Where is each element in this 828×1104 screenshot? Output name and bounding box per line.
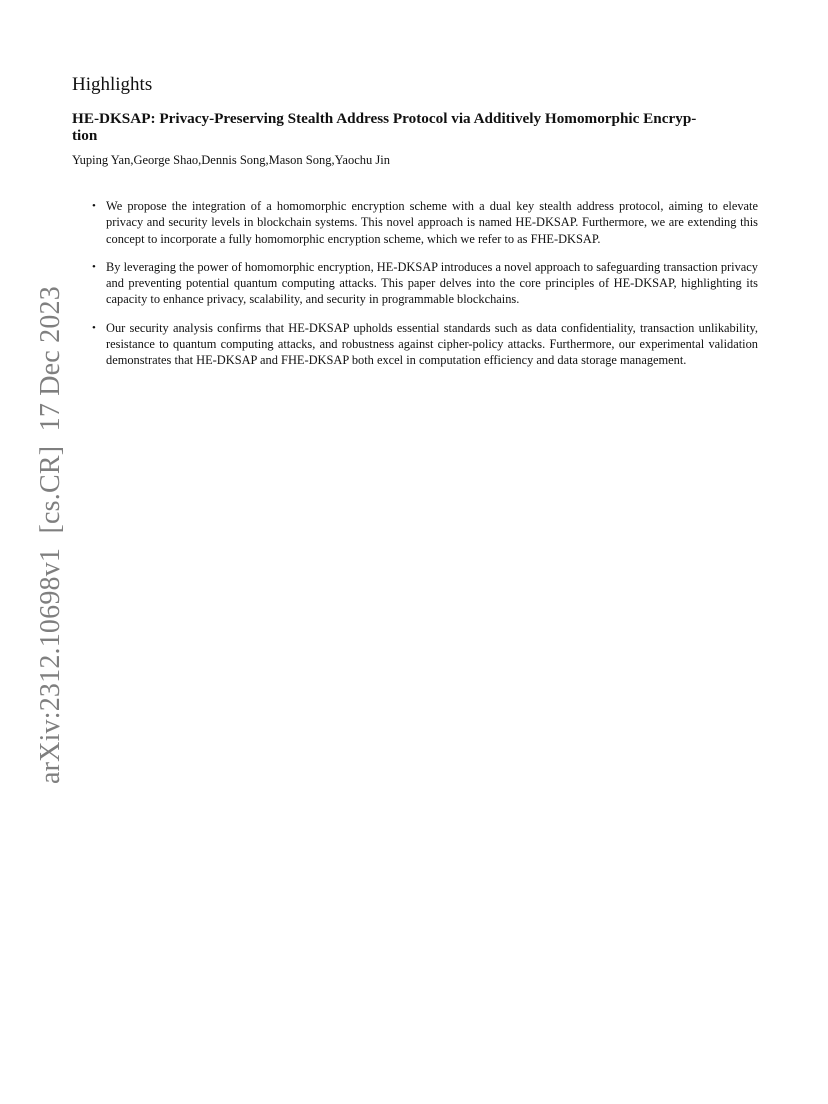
author-list: Yuping Yan,George Shao,Dennis Song,Mason Song,Yaochu Jin — [72, 153, 390, 167]
paper-title-line-1: HE-DKSAP: Privacy-Preserving Stealth Address Protocol via Additively Homomorphic Encryp- — [72, 110, 697, 127]
bullet-icon: • — [92, 260, 96, 273]
bullet-icon: • — [92, 200, 96, 212]
highlight-item-1 — [92, 198, 758, 247]
paper-title — [72, 110, 760, 144]
highlight-item-2 — [92, 259, 758, 308]
highlight-item-3 — [92, 320, 758, 369]
highlights-list — [92, 198, 758, 381]
highlight-text: By leveraging the power of homomorphic encryption, HE-DKSAP introduces a novel approach to safeguarding transaction privacy and preventing potential quantum computing attacks. This paper delves into the core principles of HE-DKSAP, highlighting its capacity to enhance privacy, scalability, and security in programmable blockchains. — [106, 259, 758, 307]
paper-title-line-2: tion — [72, 127, 98, 144]
highlights-heading: Highlights — [72, 74, 153, 95]
highlight-text: We propose the integration of a homomorphic encryption scheme with a dual key stealth address protocol, aiming to elevate privacy and security levels in blockchain systems. This novel approach is named HE-DKSAP. Furthermore, we are extending this concept to incorporate a fully homomorphic encryption scheme, which we refer to as FHE-DKSAP. — [106, 199, 758, 246]
bullet-icon: • — [92, 321, 96, 334]
arxiv-identifier-stamp[interactable]: arXiv:2312.10698v1 [cs.CR] 17 Dec 2023 — [35, 286, 66, 784]
highlight-text: Our security analysis confirms that HE-DKSAP upholds essential standards such as data confidentiality, transaction unlikability, resistance to quantum computing attacks, and robustness against cipher-policy attacks. Furthermore, our experimental validation demonstrates that HE-DKSAP and FHE-DKSAP both excel in computation efficiency and data storage management. — [106, 320, 758, 368]
